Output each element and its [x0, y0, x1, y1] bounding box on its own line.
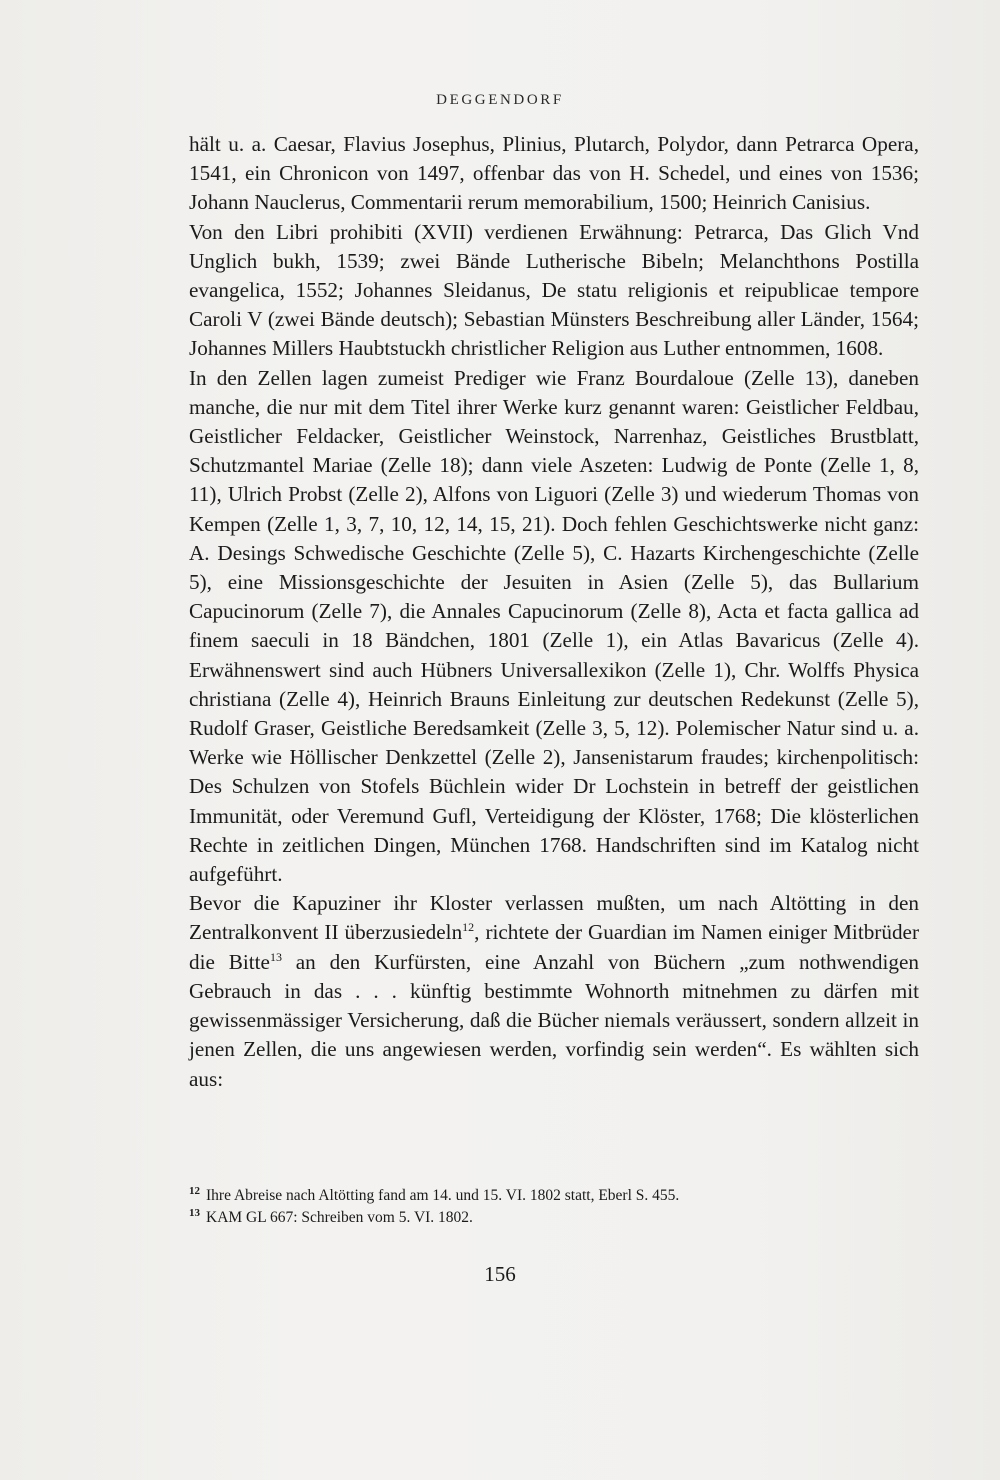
paragraph-kapuziner-part3: an den Kurfürsten, eine Anzahl von Büchern „zum nothwendigen Gebrauch in das . . . künftig bestimmte Wohnorth mitnehmen zu därfen mit gewissenmässiger Versicherung, daß die Bücher niemals veräussert, sondern allzeit in jenen Zellen, die uns angewiesen werden, vorfindig sein werden“. Es wählten sich aus:: [189, 949, 919, 1091]
footnote-ref-12[interactable]: 12: [462, 920, 475, 935]
paragraph-kapuziner-part2: , richtete der Guardian im Namen einiger Mitbrüder die Bitte: [189, 920, 920, 974]
footnote-ref-13[interactable]: 13: [269, 949, 282, 964]
paragraph-continuation: hält u. a. Caesar, Flavius Josephus, Plinius, Plutarch, Polydor, dann Petrarca Opera, 1541, ein Chronicon von 1497, offenbar das von H. Schedel, und eines von 1536; Johann Nauclerus, Commentarii rerum memorabilium, 1500; Heinrich Canisius.: [189, 132, 919, 215]
footnote-number: 12: [189, 1184, 200, 1197]
running-head: DEGGENDORF: [436, 92, 564, 108]
footnote-text: Ihre Abreise nach Altötting fand am 14. und 15. VI. 1802 statt, Eberl S. 455.: [206, 1187, 680, 1204]
page-number: 156: [484, 1262, 516, 1286]
paragraph-kapuziner-part1: Bevor die Kapuziner ihr Kloster verlassen mußten, um nach Altötting in den Zentralkonvent II überzusiedeln: [189, 891, 919, 945]
paragraph-libri-prohibiti: Von den Libri prohibiti (XVII) verdienen Erwähnung: Petrarca, Das Glich Vnd Unglich bukh, 1539; zwei Bände Lutherische Bibeln; Melanchthons Postilla evangelica, 1552; Johannes Sleidanus, De statu religionis et reipublicae tempore Caroli V (zwei Bände deutsch); Sebastian Münsters Beschreibung aller Länder, 1564; Johannes Millers Haubtstuckh christlicher Religion aus Luther entnommen, 1608.: [189, 219, 919, 361]
footnote-text: KAM GL 667: Schreiben vom 5. VI. 1802.: [206, 1209, 473, 1226]
footnote-13: [189, 1207, 919, 1229]
body-text: [189, 130, 919, 1094]
footnotes: [189, 1185, 919, 1229]
footnote-number: 13: [189, 1206, 200, 1219]
paragraph-zellen: In den Zellen lagen zumeist Prediger wie Franz Bourdaloue (Zelle 13), daneben manche, die nur mit dem Titel ihrer Werke kurz genannt waren: Geistlicher Feldbau, Geistlicher Feldacker, Geistlicher Weinstock, Narrenhaz, Geistliches Brustblatt, Schutzmantel Mariae (Zelle 18); dann viele Aszeten: Ludwig de Ponte (Zelle 1, 8, 11), Ulrich Probst (Zelle 2), Alfons von Liguori (Zelle 3) und wiederum Thomas von Kempen (Zelle 1, 3, 7, 10, 12, 14, 15, 21). Doch fehlen Geschichtswerke nicht ganz: A. Desings Schwedische Geschichte (Zelle 5), C. Hazarts Kirchengeschichte (Zelle 5), eine Missionsgeschichte der Jesuiten in Asien (Zelle 5), das Bullarium Capucinorum (Zelle 7), die Annales Capucinorum (Zelle 8), Acta et facta gallica ad finem saeculi in 18 Bändchen, 1801 (Zelle 1), ein Atlas Bavaricus (Zelle 4). Erwähnenswert sind auch Hübners Universallexikon (Zelle 1), Chr. Wolffs Physica christiana (Zelle 4), Heinrich Brauns Einleitung zur deutschen Redekunst (Zelle 5), Rudolf Graser, Geistliche Beredsamkeit (Zelle 3, 5, 12). Polemischer Natur sind u. a. Werke wie Höllischer Denkzettel (Zelle 2), Jansenistarum fraudes; kirchenpolitisch: Des Schulzen von Stofels Büchlein wider Dr Lochstein in betreff der geistlichen Immunität, oder Veremund Gufl, Verteidigung der Klöster, 1768; Die klösterlichen Rechte in zeitlichen Dingen, München 1768. Handschriften sind im Katalog nicht aufgeführt.: [189, 365, 919, 887]
footnote-12: [189, 1185, 919, 1207]
paragraph-kapuziner: [189, 889, 919, 1093]
